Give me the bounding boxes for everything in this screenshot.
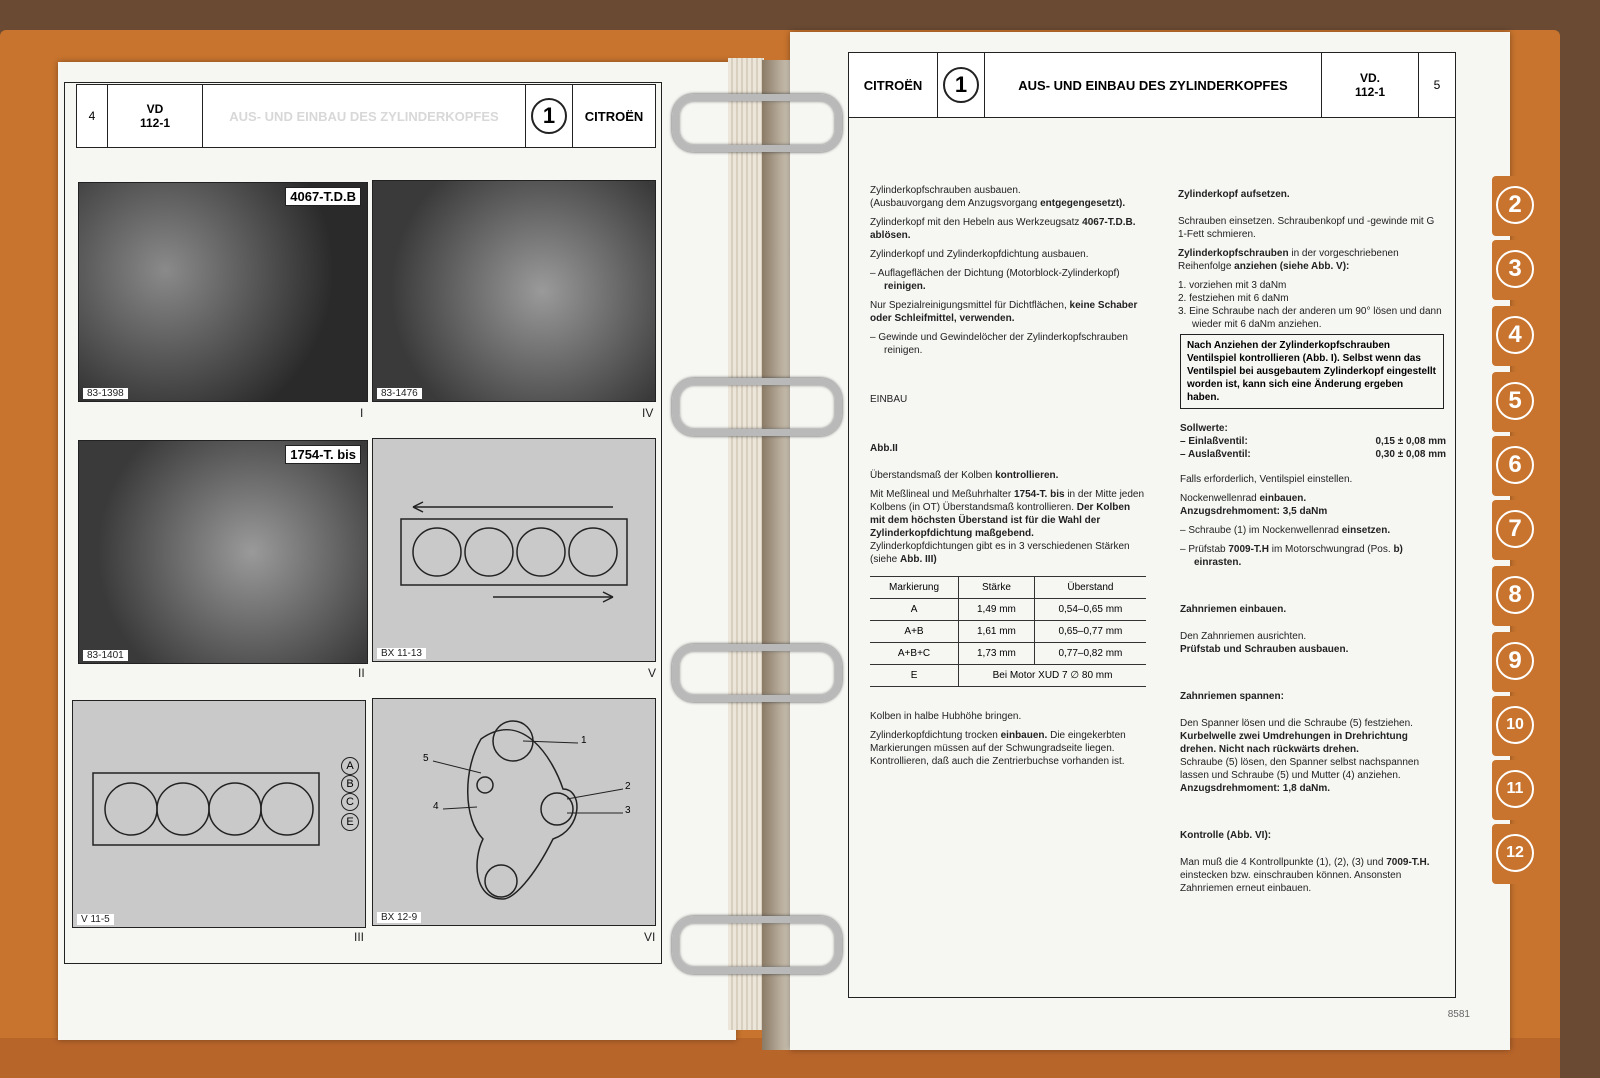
col2-p4c [1180, 505, 1446, 518]
col2-h1-text: Zylinderkopf aufsetzen. [1178, 189, 1290, 200]
figure-iii-ref: V 11-5 [77, 914, 114, 925]
binder-spine [762, 60, 790, 1050]
table-cell: 0,77–0,82 mm [1034, 643, 1146, 665]
col2-p2 [1178, 247, 1444, 273]
tab-label: 6 [1496, 446, 1534, 484]
col2-step-3: 3. Eine Schraube nach der anderen um 90° lösen und dann wieder mit 6 daNm anziehen. [1178, 306, 1442, 330]
col2-h3 [1180, 690, 1446, 703]
col1-p8-text2: in der Mitte jeden Kolbens (in OT) Überstandsmaß kontrollieren. [870, 489, 1145, 513]
auslass-value: 0,30 ± 0,08 mm [1375, 449, 1446, 460]
figure-vi-ref: BX 12-9 [377, 912, 421, 923]
col1-p11-bold: einbauen. [1000, 730, 1048, 741]
figure-i-tool-tag: 4067-T.D.B [285, 187, 361, 206]
table-cell: 0,65–0,77 mm [1034, 621, 1146, 643]
left-page-number: 4 [77, 85, 108, 147]
col1-p8-bold: 1754-T. bis [1013, 489, 1065, 500]
left-doc-code-line1: VD [146, 102, 164, 116]
col2-p10b [1180, 782, 1446, 795]
col2-p10b-bold: Anzugsdrehmoment: 1,8 daNm. [1180, 783, 1331, 794]
table-cell: A [870, 599, 959, 621]
col2-p4 [1180, 492, 1446, 505]
col2-p4c-bold: Anzugsdrehmoment: 3,5 daNm [1180, 506, 1328, 517]
right-section-number: 1 [943, 67, 979, 103]
left-section-number: 1 [531, 98, 567, 134]
index-tab-2[interactable] [1492, 176, 1538, 236]
table-header-markierung: Markierung [870, 577, 959, 599]
einlass-value: 0,15 ± 0,08 mm [1375, 436, 1446, 447]
left-page [58, 62, 736, 1040]
col2-p5-text: – Schraube (1) im Nockenwellenrad [1180, 525, 1342, 536]
index-tab-3[interactable] [1492, 240, 1538, 300]
col1-p7-text: Überstandsmaß der Kolben [870, 470, 996, 481]
col2-h4-text: Kontrolle (Abb. VI): [1180, 830, 1272, 841]
left-section-number-cell [526, 85, 573, 147]
col1-p5-bold: keine Schaber oder Schleifmittel, verwenden. [870, 300, 1138, 324]
figure-ii-label: II [358, 666, 365, 680]
table-cell: E [870, 665, 959, 687]
footer-code: 8581 [1447, 1009, 1470, 1020]
col2-p9-bold: Kurbelwelle zwei Umdrehungen in Drehrichtung drehen. Nicht nach rückwärts drehen. [1180, 731, 1408, 755]
right-doc-code-line1: VD. [1359, 71, 1380, 85]
index-tab-11[interactable] [1492, 760, 1538, 820]
index-tab-12[interactable] [1492, 824, 1538, 884]
col2-p2-bold2: anziehen (siehe Abb. V): [1234, 261, 1350, 272]
col2-p5-bold: einsetzen. [1341, 525, 1391, 536]
figure-iii-drawing [72, 700, 366, 928]
valve-clearance-box: Nach Anziehen der Zylinderkopfschrauben Ventilspiel kontrollieren (Abb. I). Selbst wenn das Ventilspiel bei ausgebautem Zylinderkopf eingestellt worden ist, kann sich eine Änderung ergeben haben. [1180, 334, 1444, 409]
col2-p2-bold: Zylinderkopfschrauben [1178, 248, 1289, 259]
col2-p9-text: Den Spanner lösen und die Schraube (5) festziehen. [1180, 718, 1413, 729]
col1-p8 [870, 488, 1146, 566]
col2-h4 [1180, 829, 1446, 842]
tab-label: 5 [1496, 382, 1534, 420]
figure-iii-label: III [354, 930, 365, 944]
col2-p5 [1180, 524, 1446, 537]
col2-h3-text: Zahnriemen spannen: [1180, 691, 1284, 702]
figure-vi-label: VI [644, 930, 656, 944]
gasket-marker-a: A [341, 757, 359, 775]
index-tab-5[interactable] [1492, 372, 1538, 432]
table-header-row [870, 577, 1146, 599]
gasket-spec-table [870, 576, 1146, 687]
sollwerte-heading [1180, 422, 1446, 435]
table-cell: 1,61 mm [959, 621, 1035, 643]
figure-ii-tool-tag: 1754-T. bis [285, 445, 361, 464]
col1-p5 [870, 299, 1146, 325]
binder-ring-2 [672, 378, 842, 436]
col1-p2 [870, 216, 1146, 242]
col2-p6-text2: im Motorschwungrad (Pos. [1268, 544, 1394, 555]
col2-p11-text: Man muß die 4 Kontrollpunkte (1), (2), (3) und [1180, 857, 1387, 868]
col1-p8-text: Mit Meßlineal und Meßuhrhalter [870, 489, 1014, 500]
tightening-sequence-diagram [373, 439, 655, 661]
right-column-1 [870, 184, 1146, 572]
tab-label: 2 [1496, 186, 1534, 224]
right-column-2-mid [1180, 422, 1446, 901]
col2-p8-bold: Prüfstab und Schrauben ausbauen. [1180, 644, 1349, 655]
figure-iv-ref: 83-1476 [377, 388, 422, 399]
tab-label: 9 [1496, 642, 1534, 680]
col2-p11-bold: 7009-T.H. [1386, 857, 1430, 868]
table-row [870, 643, 1146, 665]
right-doc-code-line2: 112-1 [1354, 85, 1386, 99]
tab-label: 8 [1496, 576, 1534, 614]
col1-p2-text: Zylinderkopf mit den Hebeln aus Werkzeugsatz [870, 217, 1083, 228]
einbau-heading: EINBAU [870, 394, 908, 405]
col2-step-2: 2. festziehen mit 6 daNm [1178, 293, 1289, 304]
table-cell: A+B+C [870, 643, 959, 665]
right-page-header [848, 52, 1456, 118]
belt-label-1: 1 [581, 735, 587, 746]
index-tab-6[interactable] [1492, 436, 1538, 496]
binder-ring-4 [672, 916, 842, 974]
left-doc-code [108, 85, 203, 147]
table-row [870, 621, 1146, 643]
figure-v-ref: BX 11-13 [377, 648, 426, 659]
tab-label: 11 [1496, 770, 1534, 808]
figure-ii-ref: 83-1401 [83, 650, 128, 661]
tab-label: 10 [1496, 706, 1534, 744]
table-header-staerke: Stärke [959, 577, 1035, 599]
col2-p10: Schraube (5) lösen, den Spanner selbst nachspannen lassen und Schraube (5) und Mutter (4) anziehen. [1180, 757, 1420, 781]
col1-p1-text: Zylinderkopfschrauben ausbauen. [870, 185, 1021, 196]
figure-vi-drawing [372, 698, 656, 926]
right-page-title: AUS- UND EINBAU DES ZYLINDERKOPFES [985, 53, 1322, 117]
einlass-row [1180, 435, 1446, 448]
col2-p2-text: in der vorgeschriebenen Reihenfolge [1178, 248, 1399, 272]
col1-p5-text: Nur Spezialreinigungsmittel für Dichtflächen, [870, 300, 1070, 311]
right-section-number-cell [938, 53, 985, 117]
figure-iv-label: IV [642, 406, 654, 420]
col1-p1b-text: (Ausbauvorgang dem Anzugsvorgang [870, 198, 1041, 209]
col1-p7 [870, 469, 1146, 482]
table-row [870, 665, 1146, 687]
col1-p4-bold: reinigen. [884, 281, 926, 292]
page-stack-edge [728, 58, 764, 1030]
figure-i-ref: 83-1398 [83, 388, 128, 399]
index-tab-7[interactable] [1492, 500, 1538, 560]
right-page [790, 32, 1510, 1050]
index-tab-10[interactable] [1492, 696, 1538, 756]
col1-p10: Kolben in halbe Hubhöhe bringen. [870, 711, 1022, 722]
tab-label: 7 [1496, 510, 1534, 548]
table-cell: 1,49 mm [959, 599, 1035, 621]
timing-belt-diagram [373, 699, 655, 925]
col2-p7: Den Zahnriemen ausrichten. [1180, 631, 1307, 642]
col1-p4-text: – Auflageflächen der Dichtung (Motorblock-Zylinderkopf) [870, 268, 1120, 279]
auslass-label: – Auslaßventil: [1180, 449, 1251, 460]
abb-ii-label: Abb.II [870, 443, 898, 454]
col1-p4 [870, 267, 1146, 293]
figure-i-photo [78, 182, 368, 402]
abb-ii-heading [870, 442, 1146, 455]
right-doc-code [1322, 53, 1419, 117]
left-brand-logo: CITROËN [584, 108, 644, 124]
belt-label-5: 5 [423, 753, 429, 764]
index-tab-8[interactable] [1492, 566, 1538, 626]
table-header-ueberstand: Überstand [1034, 577, 1146, 599]
col2-h2-text: Zahnriemen einbauen. [1180, 604, 1287, 615]
right-page-number: 5 [1433, 78, 1441, 92]
table-row [870, 599, 1146, 621]
col2-p8 [1180, 643, 1446, 656]
auslass-row [1180, 448, 1446, 461]
col2-p6-bold2: b) einrasten. [1194, 544, 1403, 568]
right-brand-logo: CITROËN [849, 53, 938, 117]
table-cell: 0,54–0,65 mm [1034, 599, 1146, 621]
figure-iv-photo [372, 180, 656, 402]
sollwerte-label: Sollwerte: [1180, 423, 1228, 434]
col2-p1: Schrauben einsetzen. Schraubenkopf und -gewinde mit G 1-Fett schmieren. [1178, 216, 1435, 240]
col1-p11 [870, 729, 1146, 768]
col1-p9-bold: Abb. III) [900, 554, 937, 565]
index-tab-4[interactable] [1492, 306, 1538, 366]
col2-p6-bold: 7009-T.H [1228, 544, 1269, 555]
col2-p3: Falls erforderlich, Ventilspiel einstellen. [1180, 474, 1353, 485]
binder-ring-1 [672, 94, 842, 152]
gasket-marker-e: E [341, 813, 359, 831]
tab-label: 12 [1496, 834, 1534, 872]
col2-p11-text2: einstecken bzw. einschrauben können. Ansonsten Zahnriemen erneut einbauen. [1180, 870, 1402, 894]
table-cell-note: Bei Motor XUD 7 ∅ 80 mm [959, 665, 1146, 687]
left-doc-code-line2: 112-1 [139, 116, 171, 130]
figure-i-label: I [360, 406, 364, 420]
gasket-marker-c: C [341, 793, 359, 811]
col1-p1b-bold: entgegengesetzt). [1040, 198, 1126, 209]
col2-p4-bold: einbauen. [1259, 493, 1307, 504]
col1-p7-bold: kontrollieren. [995, 470, 1059, 481]
col2-p4-text: Nockenwellenrad [1180, 493, 1260, 504]
binder-ring-3 [672, 644, 842, 702]
right-column-2 [1178, 188, 1444, 337]
gasket-marker-b: B [341, 775, 359, 793]
col1-p8-bold2: Der Kolben mit dem höchsten Überstand ist für die Wahl der Zylinderkopfdichtung maßgebend. [870, 502, 1131, 539]
col2-h1 [1178, 188, 1444, 201]
tab-label: 4 [1496, 316, 1534, 354]
table-cell: 1,73 mm [959, 643, 1035, 665]
col2-p11 [1180, 856, 1446, 895]
col1-p1 [870, 184, 1146, 210]
figure-v-label: V [648, 666, 657, 680]
index-tab-9[interactable] [1492, 632, 1538, 692]
belt-label-3: 3 [625, 805, 631, 816]
figure-v-drawing [372, 438, 656, 662]
col1-p9-text: Zylinderkopfdichtungen gibt es in 3 verschiedenen Stärken (siehe [870, 541, 1130, 565]
belt-label-2: 2 [625, 781, 631, 792]
col1-p11-text: Zylinderkopfdichtung trocken [870, 730, 1001, 741]
right-column-1-bottom [870, 710, 1146, 774]
col2-p9 [1180, 717, 1446, 756]
left-faded-title: AUS- UND EINBAU DES ZYLINDERKOPFES [203, 85, 526, 147]
col1-p11-text2: Die eingekerbten Markierungen müssen auf der Schwungradseite liegen. Kontrollieren, daß auch die Zentrierbuchse vorhanden ist. [870, 730, 1126, 767]
table-cell: A+B [870, 621, 959, 643]
figure-ii-photo [78, 440, 368, 664]
col1-p6: – Gewinde und Gewindelöcher der Zylinderkopfschrauben reinigen. [870, 332, 1128, 356]
col1-p2-bold: 4067-T.D.B. ablösen. [870, 217, 1136, 241]
tab-label: 3 [1496, 250, 1534, 288]
einlass-label: – Einlaßventil: [1180, 436, 1248, 447]
left-page-header [76, 84, 656, 148]
col2-step-1: 1. vorziehen mit 3 daNm [1178, 280, 1287, 291]
belt-label-4: 4 [433, 801, 439, 812]
col1-p3: Zylinderkopf und Zylinderkopfdichtung ausbauen. [870, 249, 1089, 260]
gasket-diagram [73, 701, 365, 927]
col2-p6 [1180, 543, 1446, 569]
col2-h2 [1180, 603, 1446, 616]
col2-p6-text: – Prüfstab [1180, 544, 1229, 555]
